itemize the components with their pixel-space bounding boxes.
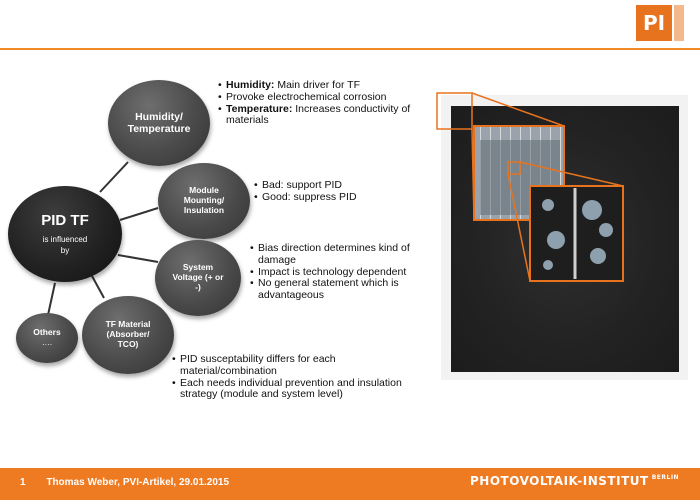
corrosion-spot: [547, 231, 565, 249]
center-title: PID TF: [41, 211, 89, 229]
origin-box: [437, 93, 472, 129]
corrosion-spot: [582, 200, 602, 220]
note-item: • Provoke electrochemical corrosion: [218, 90, 387, 103]
bubble-others-label: Others: [33, 326, 61, 337]
note-item: • Good: suppress PID: [254, 190, 357, 203]
footer-info: [20, 477, 229, 488]
center-subtitle: is influenced by: [42, 235, 88, 255]
pi-logo: PI: [636, 5, 672, 41]
bubble-material-label: TF Material (Absorber/ TCO): [105, 319, 151, 349]
callout-line: [472, 93, 564, 126]
footer-author: Thomas Weber, PVI-Artikel, 29.01.2015: [46, 477, 230, 488]
note-item: • Bias direction determines kind of damage: [250, 242, 410, 266]
corrosion-spot: [542, 199, 554, 211]
page-number: 1: [20, 477, 26, 488]
note-item: • No general statement which is advantageous: [250, 277, 399, 301]
bubble-humidity-label: Humidity/ Temperature: [127, 110, 191, 135]
note-item: • Impact is technology dependent: [250, 265, 407, 278]
bubble-others-sub: ….: [41, 337, 53, 347]
footer-bar: [0, 468, 700, 500]
bubble-voltage-label: System Voltage (+ or -): [172, 262, 224, 292]
corrosion-spot: [590, 248, 606, 264]
note-item: • Each needs individual prevention and insulation strategy (module and system level): [172, 376, 402, 401]
note-item: • Humidity: Main driver for TF: [218, 79, 360, 91]
corrosion-spot: [543, 260, 553, 270]
institute-name: PHOTOVOLTAIK-INSTITUT $^{BERLIN}$: [470, 474, 680, 488]
note-item: • Bad: support PID: [254, 179, 342, 191]
bubble-module-label: Module Mounting/ Insulation: [183, 185, 225, 215]
note-item: • PID susceptability differs for each material/combination: [172, 353, 336, 377]
corrosion-spot: [599, 223, 613, 237]
note-item: • Temperature: Increases conductivity of materials: [218, 102, 411, 127]
